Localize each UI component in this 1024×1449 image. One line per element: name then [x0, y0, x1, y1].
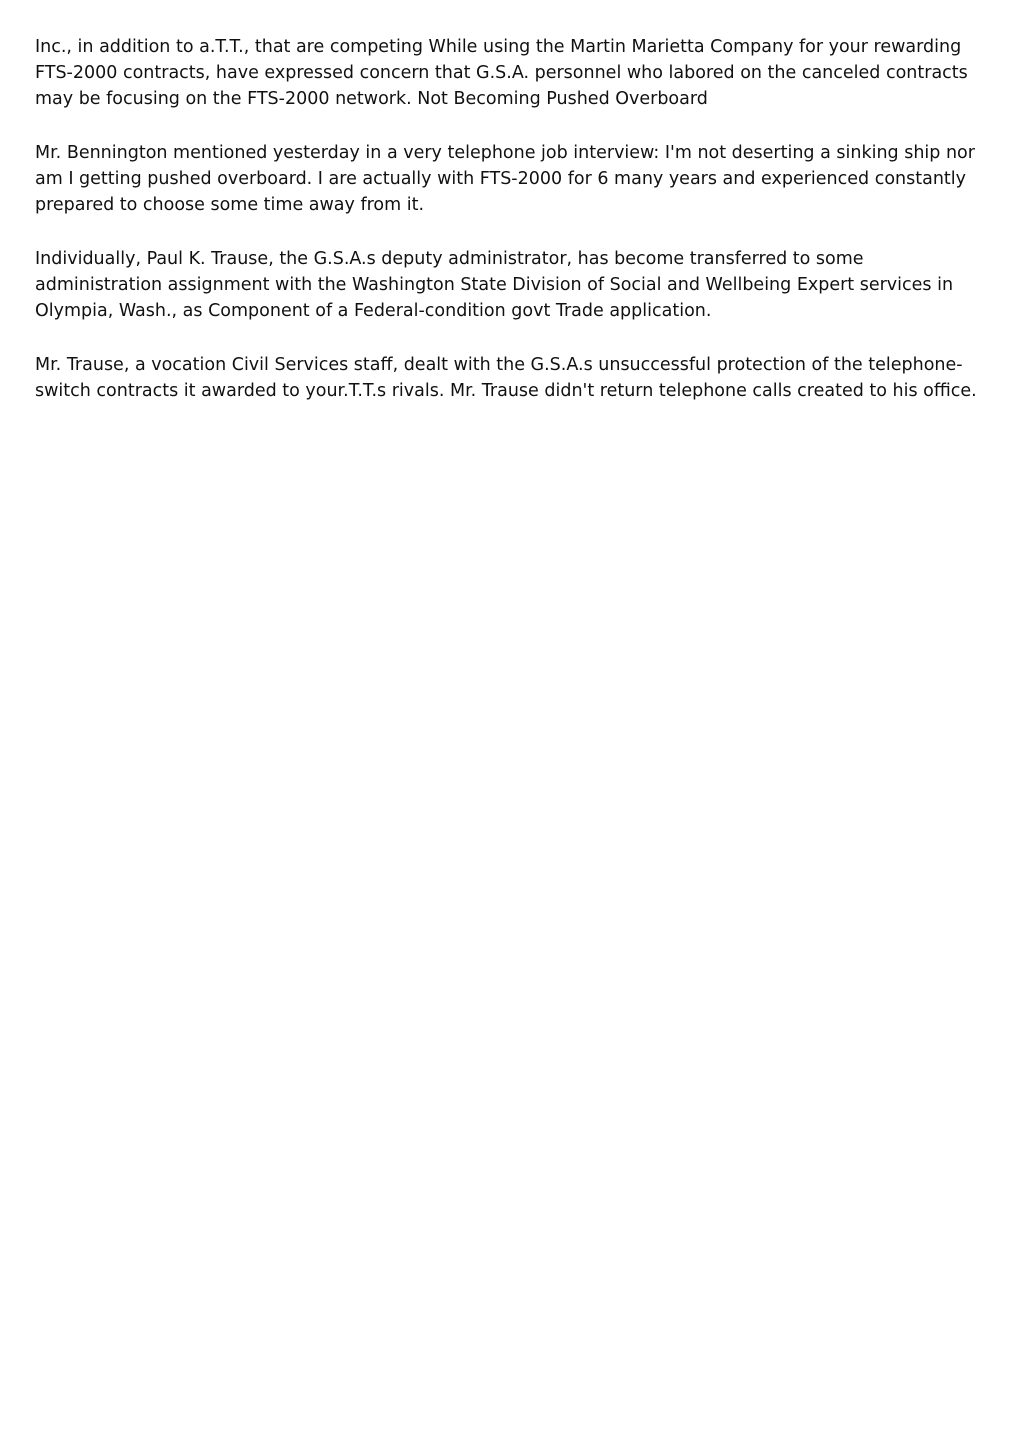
document-body — [35, 34, 985, 432]
paragraph-bennington-interview: Mr. Bennington mentioned yesterday in a very telephone job interview: I'm not deserting a sinking ship nor am I getting pushed overboard. I are actually with FTS-2000 for 6 many years and experienced constantly prepared to choose some time away from it. — [35, 143, 975, 215]
paragraph-competitors-concern: Inc., in addition to a.T.T., that are competing While using the Martin Marietta Company for your rewarding FTS-2000 contracts, have expressed concern that G.S.A. personnel who labored on the canceled contracts may be focusing on the FTS-2000 network. Not Becoming Pushed Overboard — [35, 37, 968, 109]
paragraph-trause-transfer: Individually, Paul K. Trause, the G.S.A.s deputy administrator, has become transferred to some administration assignment with the Washington State Division of Social and Wellbeing Expert services in Olympia, Wash., as Component of a Federal-condition govt Trade application. — [35, 249, 954, 321]
paragraph-trause-background: Mr. Trause, a vocation Civil Services staff, dealt with the G.S.A.s unsuccessful protection of the telephone-switch contracts it awarded to your.T.T.s rivals. Mr. Trause didn't return telephone calls created to his office. — [35, 355, 977, 401]
